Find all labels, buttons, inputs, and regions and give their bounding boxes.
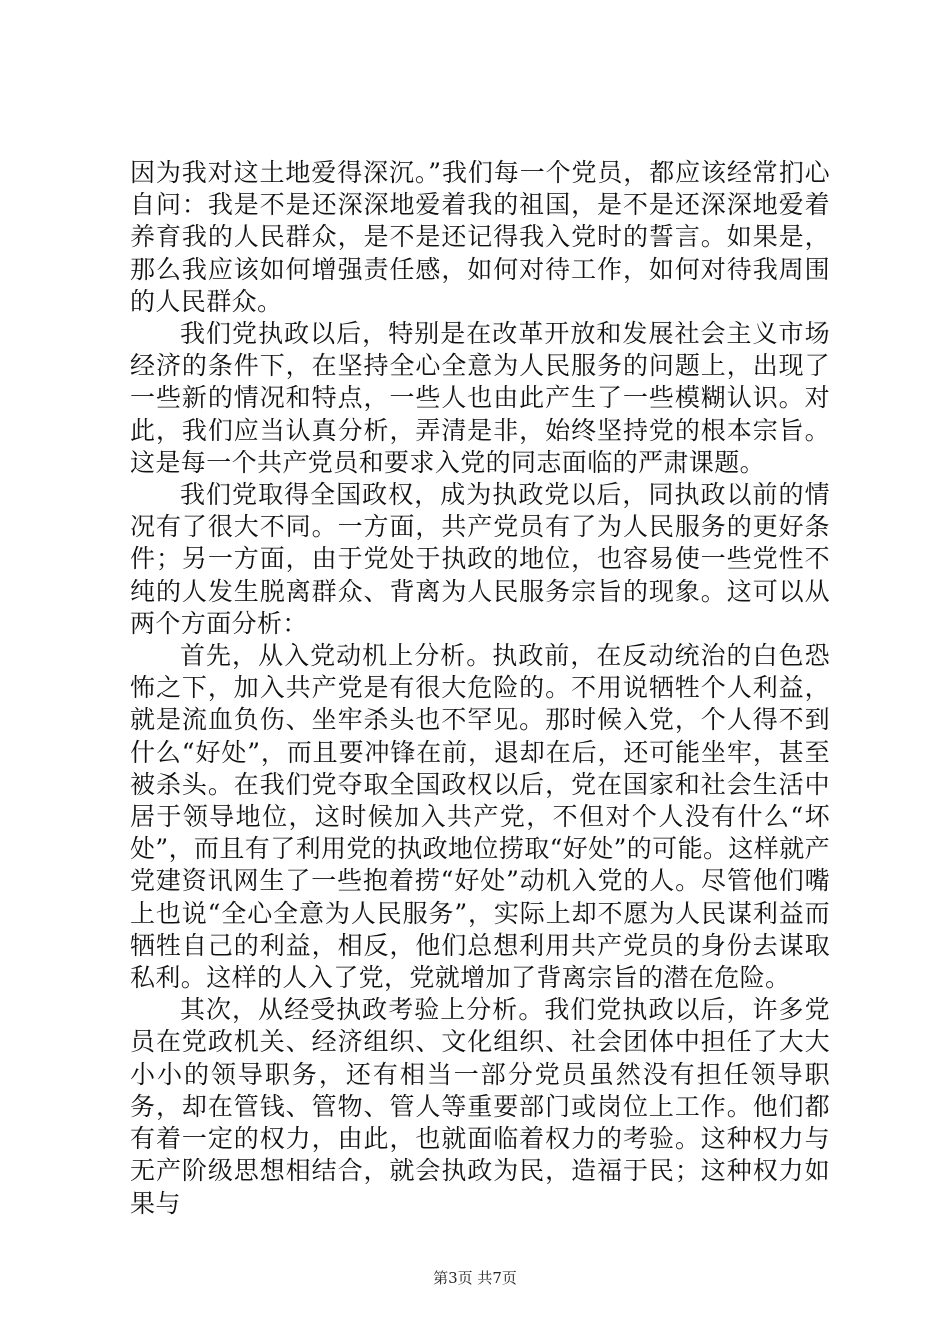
- paragraph-4: 首先，从入党动机上分析。执政前，在反动统治的白色恐怖之下，加入共产党是有很大危险的。不用说牺牲个人利益，就是流血负伤、坐牢杀头也不罕见。那时候入党，个人得不到什么“好处”，而且要冲锋在前，退却在后，还可能坐牢，甚至被杀头。在我们党夺取全国政权以后，党在国家和社会生活中居于领导地位，这时候加入共产党，不但对个人没有什么“坏处”，而且有了利用党的执政地位捞取“好处”的可能。这样就产党建资讯网生了一些抱着捞“好处”动机入党的人。尽管他们嘴上也说“全心全意为人民服务”，实际上却不愿为人民谋利益而牺牲自己的利益，相反，他们总想利用共产党员的身份去谋取私利。这样的人入了党，党就增加了背离宗旨的潜在危险。: [130, 641, 830, 993]
- document-body: [130, 157, 830, 1220]
- paragraph-3: 我们党取得全国政权，成为执政党以后，同执政以前的情况有了很大不同。一方面，共产党员有了为人民服务的更好条件；另一方面，由于党处于执政的地位，也容易使一些党性不纯的人发生脱离群众、背离为人民服务宗旨的现象。这可以从两个方面分析：: [130, 480, 830, 638]
- page-footer: 第3页 共7页: [433, 1269, 517, 1287]
- paragraph-1: 因为我对这土地爱得深沉。”我们每一个党员，都应该经常扪心自问：我是不是还深深地爱着我的祖国，是不是还深深地爱着养育我的人民群众，是不是还记得我入党时的誓言。如果是，那么我应该如何增强责任感，如何对待工作，如何对待我周围的人民群众。: [130, 158, 830, 316]
- paragraph-5: 其次，从经受执政考验上分析。我们党执政以后，许多党员在党政机关、经济组织、文化组织、社会团体中担任了大大小小的领导职务，还有相当一部分党员虽然没有担任领导职务，却在管钱、管物、管人等重要部门或岗位上工作。他们都有着一定的权力，由此，也就面临着权力的考验。这种权力与无产阶级思想相结合，就会执政为民，造福于民；这种权力如果与: [130, 995, 830, 1218]
- paragraph-2: 我们党执政以后，特别是在改革开放和发展社会主义市场经济的条件下，在坚持全心全意为人民服务的问题上，出现了一些新的情况和特点，一些人也由此产生了一些模糊认识。对此，我们应当认真分析，弄清是非，始终坚持党的根本宗旨。这是每一个共产党员和要求入党的同志面临的严肃课题。: [130, 319, 830, 477]
